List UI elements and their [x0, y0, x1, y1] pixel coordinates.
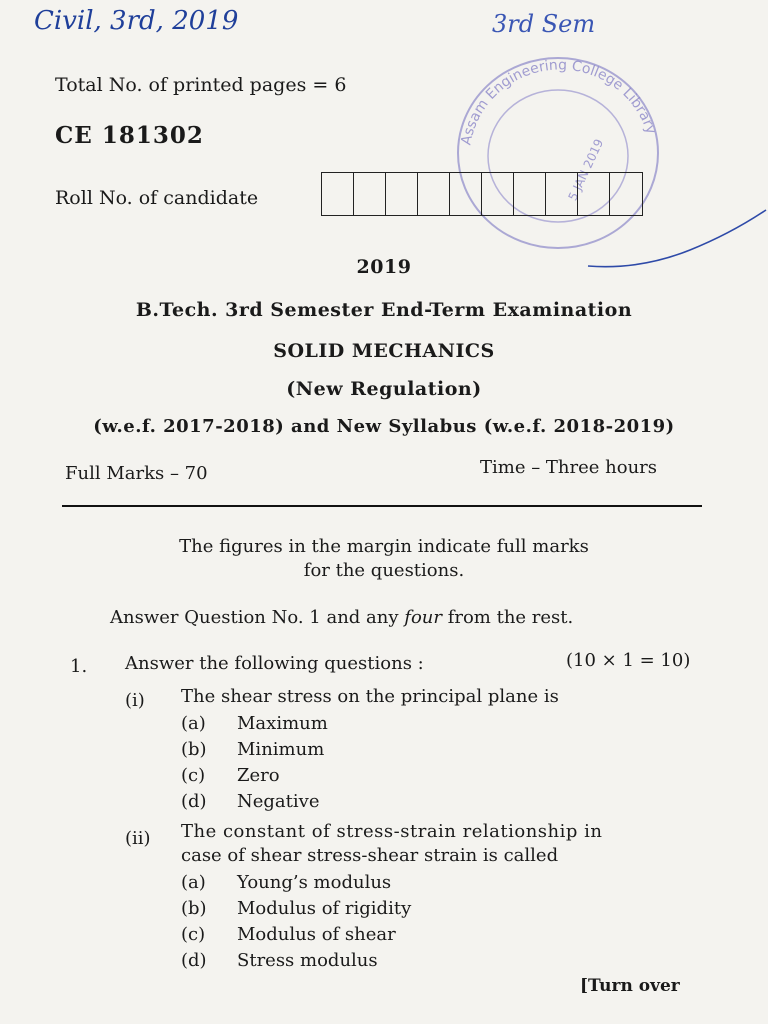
option-label: (b)	[181, 898, 207, 919]
option-label: (c)	[181, 765, 206, 786]
option-row	[181, 739, 324, 760]
roll-cell[interactable]	[322, 173, 354, 215]
full-marks: Full Marks – 70	[65, 463, 208, 484]
option-row	[181, 765, 280, 786]
answer-instruction	[110, 607, 573, 628]
part-label: (i)	[125, 690, 145, 711]
turn-over: [Turn over	[580, 976, 680, 996]
part-text-line-2: case of shear stress-shear strain is called	[181, 845, 559, 866]
printed-pages: Total No. of printed pages = 6	[55, 74, 347, 96]
instruction-line-2: for the questions.	[303, 560, 465, 581]
answer-instruction-post: from the rest.	[441, 607, 574, 628]
instruction-line-1: The figures in the margin indicate full marks	[179, 536, 589, 557]
option-text: Maximum	[237, 713, 328, 734]
part-text: The shear stress on the principal plane is	[181, 686, 559, 707]
option-text: Young’s modulus	[237, 872, 392, 893]
option-label: (a)	[181, 872, 206, 893]
roll-cell[interactable]	[450, 173, 482, 215]
handwritten-note-right: 3rd Sem	[492, 10, 596, 38]
course-code: CE 181302	[55, 122, 204, 149]
part-text-line-1	[181, 821, 701, 842]
option-row	[181, 898, 411, 919]
option-text: Negative	[237, 791, 320, 812]
roll-cell[interactable]	[418, 173, 450, 215]
stamp-date: 5 JAN 2019	[565, 136, 607, 203]
option-row	[181, 713, 328, 734]
roll-cell[interactable]	[386, 173, 418, 215]
regulation: (New Regulation)	[286, 378, 482, 400]
option-text: Minimum	[237, 739, 325, 760]
answer-instruction-pre: Answer Question No. 1 and any	[110, 607, 405, 628]
option-label: (d)	[181, 791, 207, 812]
option-label: (d)	[181, 950, 207, 971]
option-row	[181, 791, 319, 812]
option-row	[181, 872, 391, 893]
roll-cell[interactable]	[610, 173, 642, 215]
option-label: (b)	[181, 739, 207, 760]
roll-number-boxes[interactable]	[321, 172, 643, 216]
question-text: Answer the following questions :	[125, 653, 424, 674]
option-row	[181, 950, 378, 971]
question-number: 1.	[70, 656, 88, 677]
svg-text:Assam Engineering College Libr	[458, 57, 659, 146]
option-label: (c)	[181, 924, 206, 945]
stamp-text: Assam Engineering College Library	[458, 57, 659, 147]
option-text: Zero	[237, 765, 280, 786]
exam-title: B.Tech. 3rd Semester End-Term Examination	[135, 299, 633, 321]
roll-cell[interactable]	[578, 173, 610, 215]
option-text: Stress modulus	[237, 950, 378, 971]
exam-time: Time – Three hours	[480, 457, 658, 478]
syllabus: (w.e.f. 2017-2018) and New Syllabus (w.e.f. 2018-2019)	[93, 416, 675, 437]
option-text: Modulus of shear	[237, 924, 396, 945]
roll-cell[interactable]	[546, 173, 578, 215]
answer-instruction-emphasis: four	[404, 607, 442, 628]
roll-cell[interactable]	[354, 173, 386, 215]
part-label: (ii)	[125, 828, 151, 849]
part-text: The constant of stress-strain relationship in	[181, 821, 603, 842]
roll-cell[interactable]	[514, 173, 546, 215]
roll-label: Roll No. of candidate	[55, 187, 259, 209]
subject-title: SOLID MECHANICS	[273, 340, 495, 362]
header-divider	[62, 505, 702, 507]
exam-year: 2019	[356, 256, 412, 278]
option-row	[181, 924, 396, 945]
roll-cell[interactable]	[482, 173, 514, 215]
option-text: Modulus of rigidity	[237, 898, 412, 919]
handwritten-note-left: Civil, 3rd, 2019	[34, 6, 239, 36]
question-marks: (10 × 1 = 10)	[566, 650, 691, 671]
option-label: (a)	[181, 713, 206, 734]
